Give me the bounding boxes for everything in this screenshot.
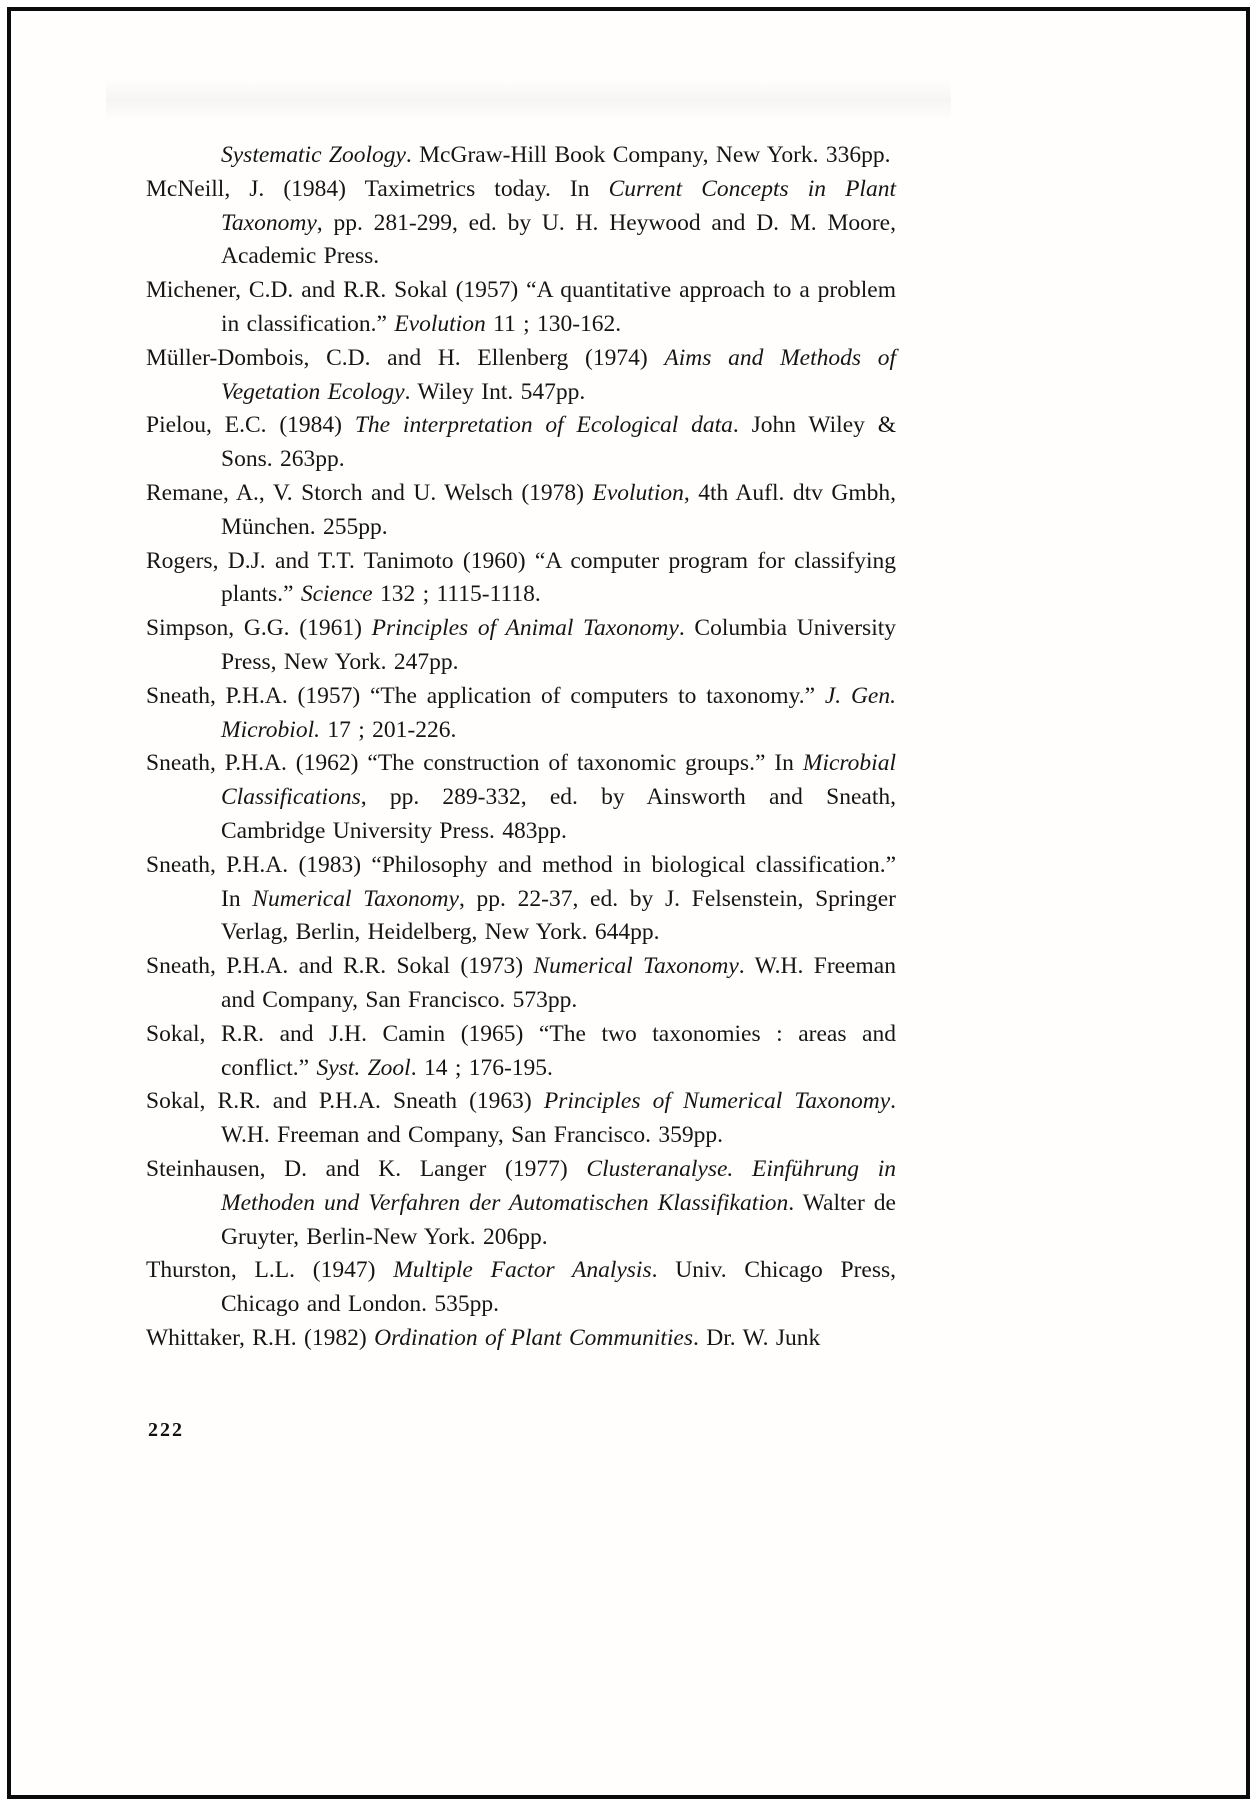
reference-text: Remane, A., V. Storch and U. Welsch (1978) [146, 479, 593, 506]
reference-title-italic: The interpretation of Ecological data [354, 412, 733, 439]
reference-text: Michener, C.D. and R.R. Sokal (1957) “A quantitative approach to a problem in classification.” [146, 277, 896, 337]
reference-text: Sneath, P.H.A. (1957) “The application of computers to taxonomy.” [146, 682, 825, 709]
reference-entry [146, 477, 896, 545]
reference-entry [146, 545, 896, 613]
reference-entry [146, 612, 896, 680]
reference-text: Simpson, G.G. (1961) [146, 615, 372, 642]
scan-artifact-smudge [106, 79, 951, 121]
reference-entry [146, 173, 896, 274]
reference-title-italic: Aims and Methods of Vegetation Ecology [221, 344, 896, 405]
reference-text: . W.H. Freeman and Company, San Francisco. 359pp. [221, 1088, 896, 1149]
reference-entry [146, 747, 896, 848]
reference-text: Steinhausen, D. and K. Langer (1977) [146, 1155, 587, 1182]
reference-entry [146, 950, 896, 1018]
reference-title-italic: Systematic Zoology [221, 142, 406, 168]
reference-text: Pielou, E.C. (1984) [146, 412, 355, 439]
reference-entry [146, 1085, 896, 1153]
reference-text: , pp. 289-332, ed. by Ainsworth and Sneath, Cambridge University Press. 483pp. [221, 784, 896, 844]
reference-title-italic: Principles of Animal Taxonomy [371, 615, 679, 642]
reference-entry [146, 274, 896, 342]
reference-text: , 4th Aufl. dtv Gmbh, München. 255pp. [221, 479, 896, 540]
reference-title-italic: Current Concepts in Plant Taxonomy [221, 175, 896, 236]
reference-text: . Dr. W. Junk [693, 1324, 821, 1351]
reference-entry [146, 1153, 896, 1254]
reference-text: . Walter de Gruyter, Berlin-New York. 206pp. [221, 1189, 896, 1250]
reference-title-italic: Ordination of Plant Communities [374, 1324, 693, 1351]
reference-entry [146, 409, 896, 477]
reference-title-italic: Clusteranalyse. Einführung in Methoden und Verfahren der Automatischen Klassifikation [221, 1155, 896, 1216]
reference-entry [146, 139, 896, 173]
reference-title-italic: Syst. Zool [316, 1054, 411, 1081]
reference-text: 17 ; 201-226. [320, 716, 457, 743]
reference-text: McNeill, J. (1984) Taximetrics today. In [146, 175, 609, 202]
reference-text: Sneath, P.H.A. and R.R. Sokal (1973) [146, 953, 534, 980]
reference-entry [146, 680, 896, 748]
reference-text: . W.H. Freeman and Company, San Francisco. 573pp. [221, 953, 896, 1013]
reference-text: Thurston, L.L. (1947) [146, 1257, 394, 1284]
reference-title-italic: Science [300, 581, 373, 608]
page-number: 222 [148, 1419, 184, 1441]
references-list [146, 139, 896, 1356]
reference-text: . John Wiley & Sons. 263pp. [221, 412, 896, 473]
reference-text: 11 ; 130-162. [485, 310, 622, 337]
reference-text: . Columbia University Press, New York. 247pp. [221, 615, 896, 675]
reference-entry [146, 342, 896, 410]
reference-text: Whittaker, R.H. (1982) [146, 1324, 375, 1351]
reference-title-italic: Evolution [592, 479, 684, 506]
reference-text: , pp. 281-299, ed. by U. H. Heywood and D. M. Moore, Academic Press. [221, 209, 896, 270]
reference-title-italic: Numerical Taxonomy [252, 885, 459, 912]
reference-text: 132 ; 1115-1118. [372, 581, 541, 608]
reference-entry [146, 1018, 896, 1086]
scan-page-frame [7, 7, 1250, 1799]
reference-title-italic: J. Gen. Microbiol. [221, 682, 896, 743]
reference-text: Sokal, R.R. and J.H. Camin (1965) “The two taxonomies : areas and conflict.” [146, 1020, 896, 1081]
reference-text: Sneath, P.H.A. (1983) “Philosophy and method in biological classification.” In [146, 851, 896, 912]
reference-text: Müller-Dombois, C.D. and H. Ellenberg (1974) [146, 344, 665, 371]
reference-text: . 14 ; 176-195. [410, 1054, 553, 1081]
reference-text: Rogers, D.J. and T.T. Tanimoto (1960) “A computer program for classifying plants.” [146, 547, 896, 608]
reference-text: Sneath, P.H.A. (1962) “The construction of taxonomic groups.” In [146, 750, 803, 777]
reference-title-italic: Microbial Classifications [221, 750, 896, 811]
reference-text: Sokal, R.R. and P.H.A. Sneath (1963) [146, 1088, 544, 1115]
reference-text: , pp. 22-37, ed. by J. Felsenstein, Springer Verlag, Berlin, Heidelberg, New York. 644pp. [221, 885, 896, 946]
reference-text: . Univ. Chicago Press, Chicago and London. 535pp. [221, 1257, 896, 1318]
reference-title-italic: Evolution [394, 310, 486, 337]
reference-title-italic: Numerical Taxonomy [533, 953, 739, 980]
reference-text: . McGraw-Hill Book Company, New York. 336pp. [405, 142, 891, 168]
reference-title-italic: Multiple Factor Analysis [393, 1257, 652, 1284]
reference-entry [146, 1322, 896, 1356]
reference-entry [146, 1254, 896, 1322]
reference-title-italic: Principles of Numerical Taxonomy [543, 1088, 891, 1115]
reference-entry [146, 849, 896, 950]
reference-text: . Wiley Int. 547pp. [404, 378, 586, 405]
